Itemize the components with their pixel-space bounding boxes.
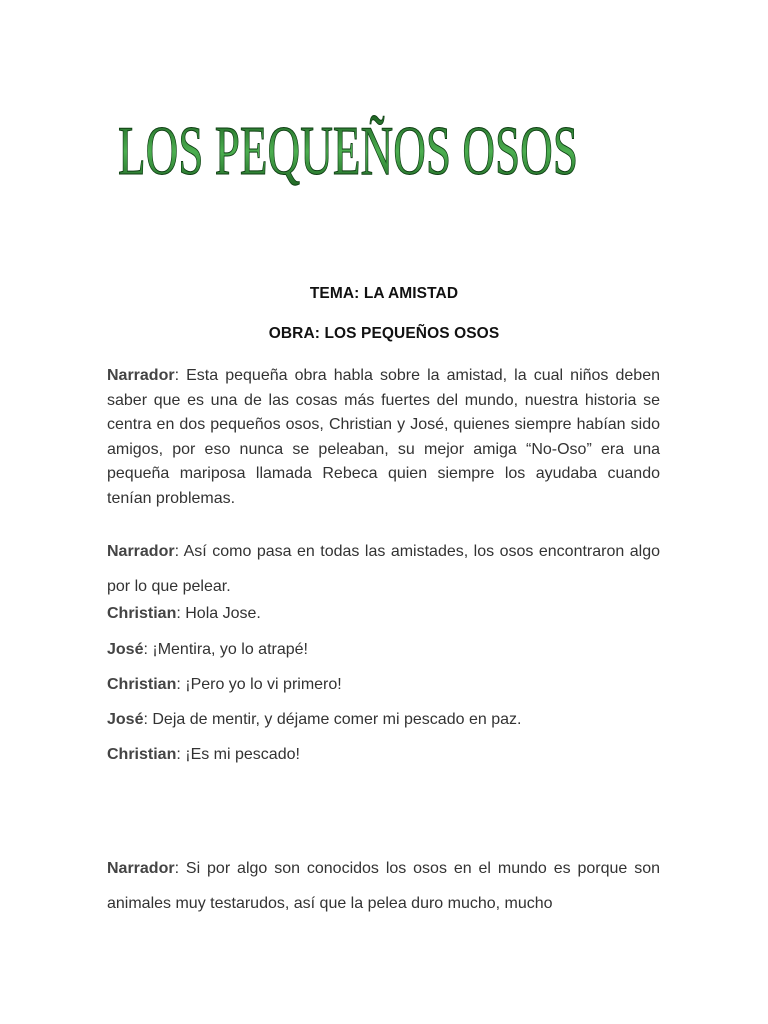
- speaker-name: Christian: [107, 605, 177, 622]
- play-heading: OBRA: LOS PEQUEÑOS OSOS: [268, 325, 500, 342]
- dialogue-text: : ¡Mentira, yo lo atrapé!: [143, 641, 308, 658]
- dialogue-line: [107, 746, 660, 764]
- paragraph-conflict: [107, 534, 660, 604]
- theme-heading: TEMA: LA AMISTAD: [309, 285, 459, 302]
- paragraph-text: : Esta pequeña obra habla sobre la amistad, la cual niños deben saber que es una de las cosas más fuertes del mundo, nuestra historia se centra en dos pequeños osos, Christian y José, quienes siempre habían sido amigos, por eso nunca se peleaban, su mejor amiga “No-Oso” era una pequeña mariposa llamada Rebeca quien siempre los ayudaba cuando tenían problemas.: [107, 367, 660, 507]
- dialogue-text: : Hola Jose.: [176, 605, 261, 622]
- dialogue-text: : ¡Es mi pescado!: [176, 746, 300, 763]
- paragraph-intro: [107, 364, 660, 511]
- word-art-title: [108, 94, 588, 204]
- word-art-svg: [108, 94, 588, 204]
- dialogue-line: [107, 641, 660, 659]
- paragraph-text: : Así como pasa en todas las amistades, los osos encontraron algo por lo que pelear.: [107, 543, 660, 595]
- dialogue-text: : Deja de mentir, y déjame comer mi pescado en paz.: [143, 711, 522, 728]
- speaker-name: Narrador: [107, 860, 175, 877]
- speaker-name: José: [107, 711, 144, 728]
- paragraph-stubborn: [107, 851, 660, 921]
- dialogue-line: [107, 711, 660, 729]
- dialogue-text: : ¡Pero yo lo vi primero!: [176, 676, 342, 693]
- dialogue-line: [107, 676, 660, 694]
- speaker-name: José: [107, 641, 144, 658]
- speaker-name: Christian: [107, 746, 177, 763]
- dialogue-line: [107, 605, 660, 623]
- paragraph-text: : Si por algo son conocidos los osos en el mundo es porque son animales muy testarudos, así que la pelea duro mucho, mucho: [107, 860, 660, 912]
- speaker-name: Narrador: [107, 367, 175, 384]
- art-title-text: LOS PEQUEÑOS OSOS: [118, 113, 578, 190]
- speaker-name: Christian: [107, 676, 177, 693]
- speaker-name: Narrador: [107, 543, 175, 560]
